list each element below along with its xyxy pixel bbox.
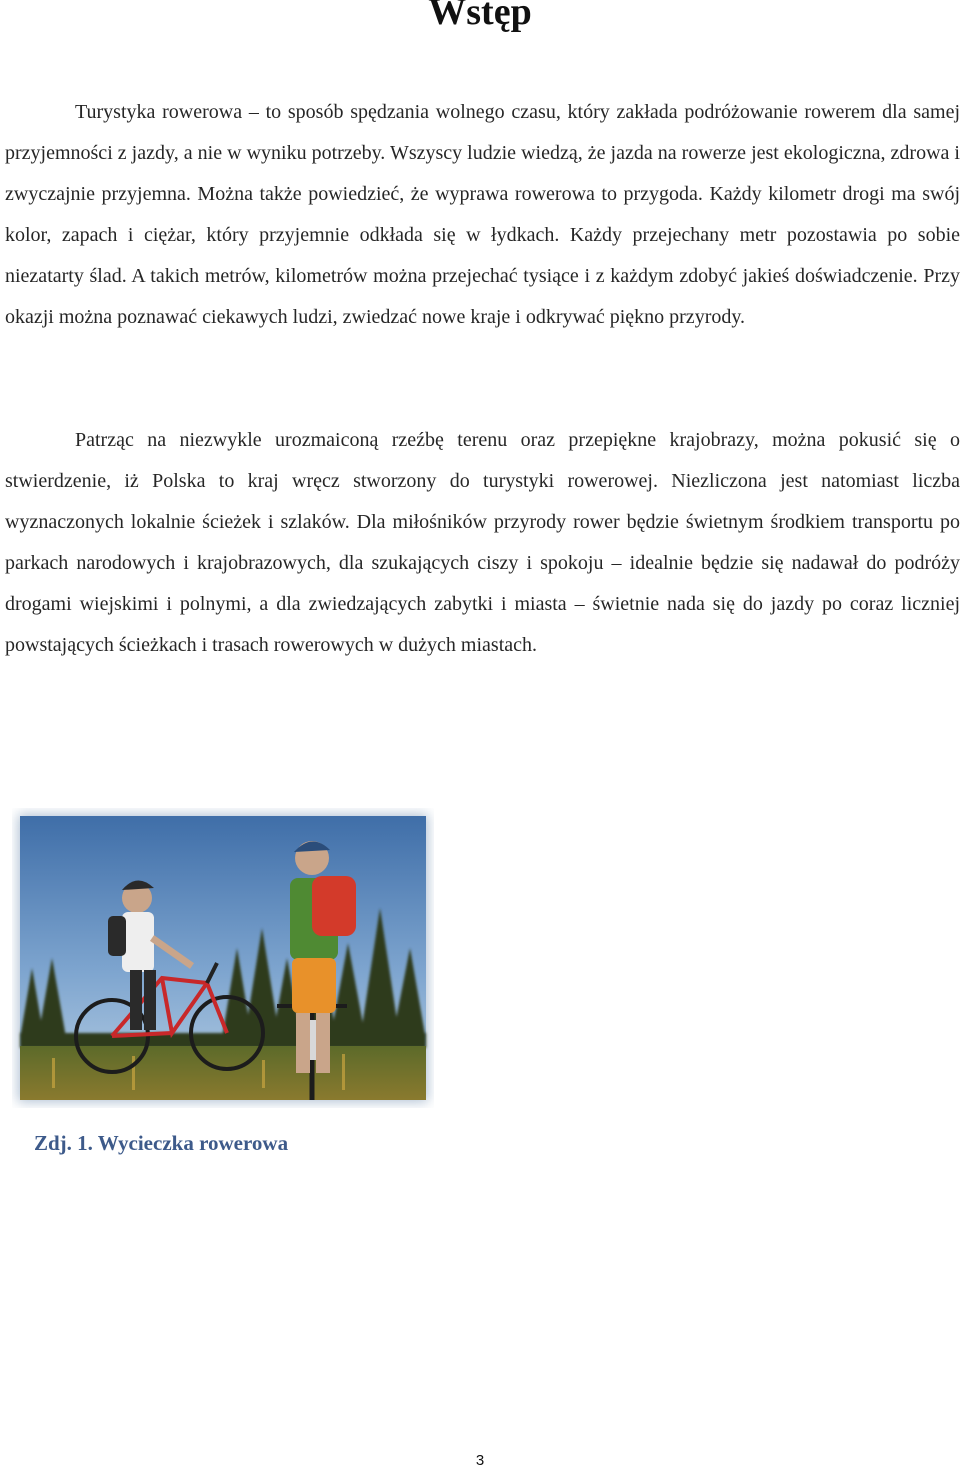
paragraph-intro: Turystyka rowerowa – to sposób spędzania wolnego czasu, który zakłada podróżowanie rowerem dla samej przyjemności z jazdy, a nie w wyniku potrzeby. Wszyscy ludzie wiedzą, że jazda na rowerze jest ekologiczna, zdrowa i zwyczajnie przyjemna. Można także powiedzieć, że wyprawa rowerowa to przygoda. Każdy kilometr drogi ma swój kolor, zapach i ciężar, który przyjemnie odkłada się w łydkach. Każdy przejechany metr pozostawia po sobie niezatarty ślad. A takich metrów, kilometrów można przejechać tysiące i z każdym zdobyć jakieś doświadczenie. Przy okazji można poznawać ciekawych ludzi, zwiedzać nowe kraje i odkrywać piękno przyrody. <box>5 101 960 328</box>
paragraph-poland: Patrząc na niezwykle urozmaiconą rzeźbę terenu oraz przepiękne krajobrazy, można pokusić się o stwierdzenie, iż Polska to kraj wręcz stworzony do turystyki rowerowej. Niezliczona jest natomiast liczba wyznaczonych lokalnie ścieżek i szlaków. Dla miłośników przyrody rower będzie świetnym środkiem transportu po parkach narodowych i krajobrazowych, dla szukających ciszy i spokoju – idealnie będzie się nadawał do podróży drogami wiejskimi i polnymi, a dla zwiedzających zabytki i miasta – świetnie nada się do jazdy po coraz liczniej powstających ścieżkach i trasach rowerowych w dużych miastach. <box>5 429 960 656</box>
page-title: Wstęp <box>428 0 532 33</box>
figure-caption: Zdj. 1. Wycieczka rowerowa <box>34 1131 289 1155</box>
cycling-photo <box>12 808 434 1108</box>
page-number: 3 <box>475 1452 485 1469</box>
